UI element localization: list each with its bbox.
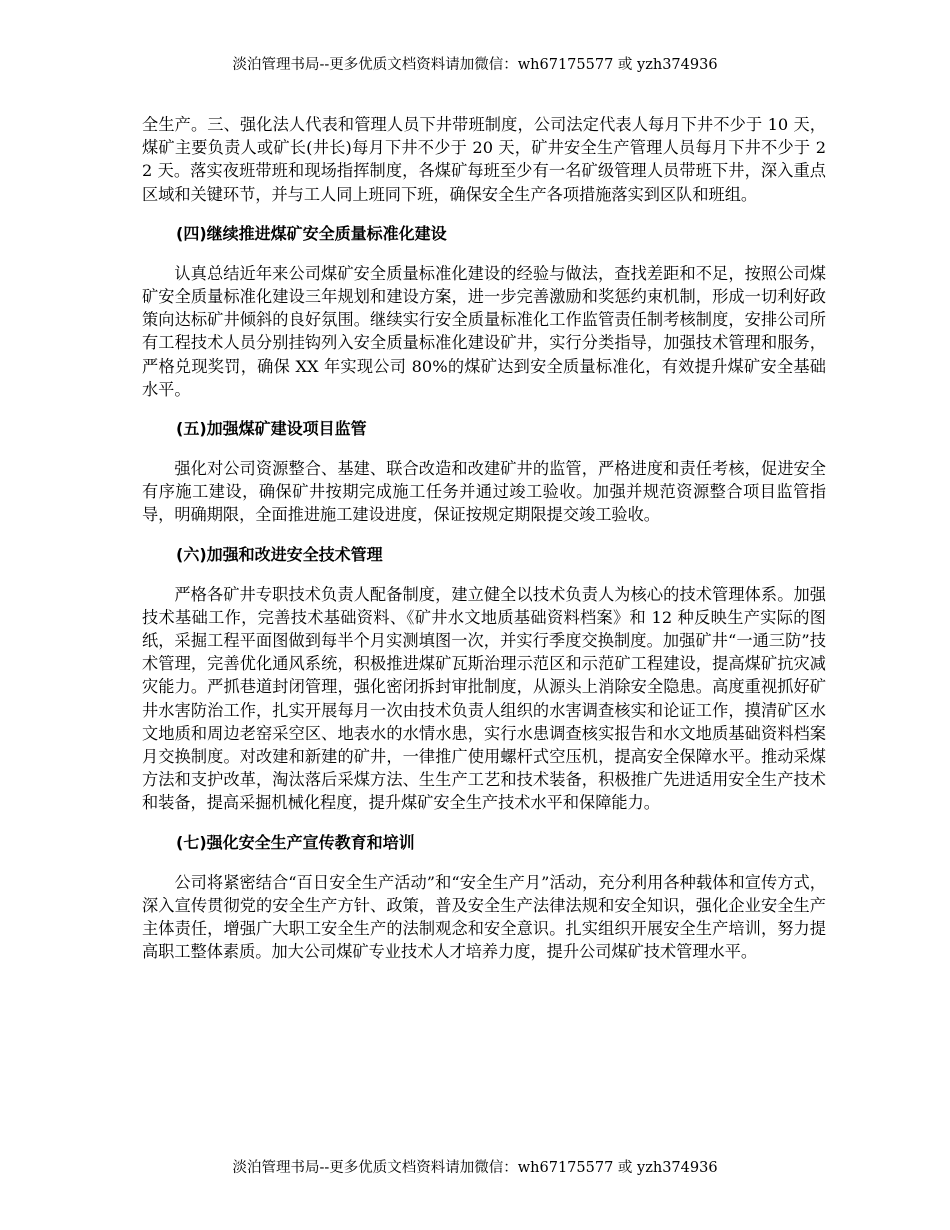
section-paragraph-7: 公司将紧密结合“百日安全生产活动”和“安全生产月”活动，充分利用各种载体和宣传方式，深入宣传贯彻党的安全生产方针、政策，普及安全生产法律法规和安全知识，强化企业安全生产主体责任，增强广大职工安全生产的法制观念和安全意识。扎实组织开展安全生产培训，努力提高职工整体素质。加大公司煤矿专业技术人才培养力度，提升公司煤矿技术管理水平。 <box>142 872 826 962</box>
section-heading-4: (四)继续推进煤矿安全质量标准化建设 <box>176 223 447 243</box>
document-body <box>142 113 826 963</box>
intro-paragraph: 全生产。三、强化法人代表和管理人员下井带班制度，公司法定代表人每月下井不少于 10 天，煤矿主要负责人或矿长(井长)每月下井不少于 20 天，矿井安全生产管理人员每月下井不少于 22 天。落实夜班带班和现场指挥制度，各煤矿每班至少有一名矿级管理人员带班下井，深入重点区域和关键环节，并与工人同上班同下班，确保安全生产各项措施落实到区队和班组。 <box>142 115 826 204</box>
section-heading-6: (六)加强和改进安全技术管理 <box>176 544 383 564</box>
section-paragraph-6: 严格各矿井专职技术负责人配备制度，建立健全以技术负责人为核心的技术管理体系。加强技术基础工作，完善技术基础资料、《矿井水文地质基础资料档案》和 12 种反映生产实际的图纸，采掘工程平面图做到每半个月实测填图一次，并实行季度交换制度。加强矿井“一通三防”技术管理，完善优化通风系统，积极推进煤矿瓦斯治理示范区和示范矿工程建设，提高煤矿抗灾减灾能力。严抓巷道封闭管理，强化密闭拆封审批制度，从源头上消除安全隐患。高度重视抓好矿井水害防治工作，扎实开展每月一次由技术负责人组织的水害调查核实和论证工作，摸清矿区水文地质和周边老窑采空区、地表水的水情水患，实行水患调查核实报告和水文地质基础资料档案月交换制度。对改建和新建的矿井，一律推广使用螺杆式空压机，提高安全保障水平。推动采煤方法和支护改革，淘汰落后采煤方法、生生产工艺和技术装备，积极推广先进适用安全生产技术和装备，提高采掘机械化程度，提升煤矿安全生产技术水平和保障能力。 <box>142 584 826 813</box>
section-paragraph-5: 强化对公司资源整合、基建、联合改造和改建矿井的监管，严格进度和责任考核，促进安全有序施工建设，确保矿井按期完成施工任务并通过竣工验收。加强并规范资源整合项目监管指导，明确期限，全面推进施工建设进度，保证按规定期限提交竣工验收。 <box>142 459 826 525</box>
page-footer: 淡泊管理书局--更多优质文档资料请加微信：wh67175577 或 yzh374936 <box>232 1160 718 1176</box>
section-heading-5: (五)加强煤矿建设项目监管 <box>176 419 367 439</box>
section-heading-7: (七)强化安全生产宣传教育和培训 <box>176 832 415 852</box>
section-paragraph-4: 认真总结近年来公司煤矿安全质量标准化建设的经验与做法，查找差距和不足，按照公司煤矿安全质量标准化建设三年规划和建设方案，进一步完善激励和奖惩约束机制，形成一切利好政策向达标矿井倾斜的良好氛围。继续实行安全质量标准化工作监管责任制考核制度，安排公司所有工程技术人员分别挂钩列入安全质量标准化建设矿井，实行分类指导，加强技术管理和服务，严格兑现奖罚，确保 XX 年实现公司 80%的煤矿达到安全质量标准化，有效提升煤矿安全基础水平。 <box>142 263 826 399</box>
page-header: 淡泊管理书局--更多优质文档资料请加微信：wh67175577 或 yzh374936 <box>232 57 718 73</box>
